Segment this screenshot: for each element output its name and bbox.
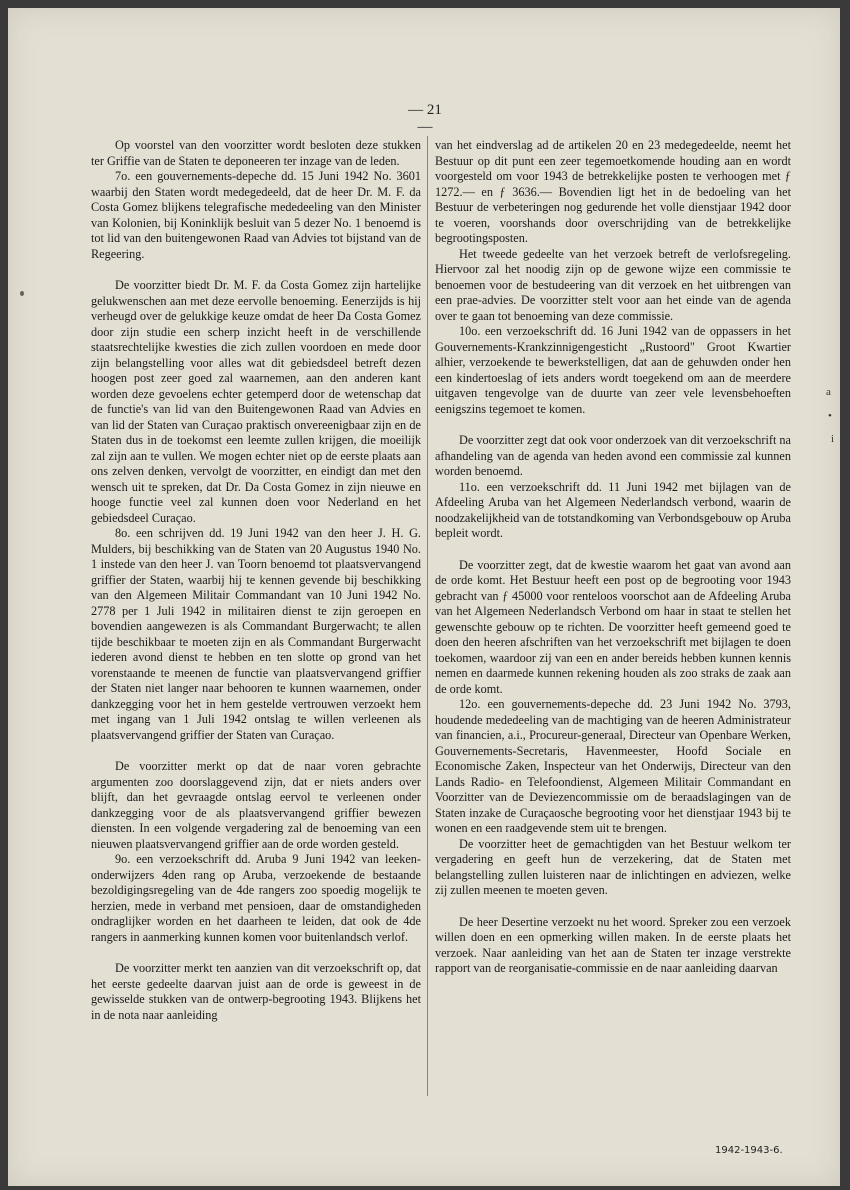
- page-number: — 21 —: [408, 102, 442, 135]
- paragraph: De voorzitter zegt dat ook voor onderzoek van dit verzoekschrift na afhandeling van de agenda van heden avond een commissie zal kunnen worden benoemd.: [435, 433, 791, 478]
- column-divider: [427, 136, 428, 1096]
- paragraph: Het tweede gedeelte van het verzoek betreft de verlofsregeling. Hiervoor zal het noodig zijn op de gewone wijze een commissie te benoemen voor de bestudeering van dit verzoek en het uitbrengen van een prae-advies. De voorzitter stelt voor aan het einde van de agenda over te gaan tot benoeming van deze commissie.: [435, 246, 791, 323]
- paragraph: 12o. een gouvernements-depeche dd. 23 Juni 1942 No. 3793, houdende mededeeling van de machtiging van de heeren Administrateur van financien, a.i., Procureur-generaal, Directeur van Openbare Werken, Gouvernements-Secretaris, Havenmeester, Hoofd Sociale en Economische Zaken, Inspecteur van het Onderwijs, Directeur van den Lands Radio- en Telefoondienst, Algemeen Militair Commandant en Voorzitter van de Deviezencommissie om de beraadslagingen van de Staten inzake de Curaçaosche begrooting voor het dienstjaar 1943 bij te wonen en een raadgevende stem uit te brengen.: [435, 697, 791, 835]
- paragraph: van het eindverslag ad de artikelen 20 en 23 medegedeelde, neemt het Bestuur op dit punt een zeer tegemoetkomende houding aan en wordt voorgesteld om voor 1943 de betrekkelijke posten te verhoogen met ƒ 1272.— en ƒ 3636.— Bovendien ligt het in de bedoeling van het Bestuur de verbeteringen nog gedurende het volle dienstjaar 1942 door te voeren, voorshands door overschrijding van de betrekkelijke begrootingsposten.: [435, 138, 791, 245]
- paragraph: De voorzitter merkt ten aanzien van dit verzoekschrift op, dat het eerste gedeelte daarvan juist aan de orde is geweest in de gewisselde stukken van de ontwerp-begrooting 1943. Blijkens het in de nota naar aanleiding: [91, 961, 421, 1022]
- paragraph: 9o. een verzoekschrift dd. Aruba 9 Juni 1942 van leeken-onderwijzers 4den rang op Aruba, verzoekende de bestaande bezoldigingsregeling van de 4de rangers zoo spoedig mogelijk te herzien, mede in verband met pensioen, daar de omstandigheden ondraglijker worden en het daarheen te leiden, dat ook de 4de rangers in aanmerking kunnen komen voor buitenlandsch verlof.: [91, 852, 421, 944]
- left-column: [91, 138, 421, 1023]
- footer-archive-code: 1942-1943-6.: [715, 1145, 783, 1156]
- paragraph: De voorzitter heet de gemachtigden van het Bestuur welkom ter vergadering en geeft hun de verzekering, dat de Staten met belangstelling zullen luisteren naar de inlichtingen en adviezen, welke zij zullen meenen te moeten geven.: [435, 836, 791, 897]
- margin-mark: •: [828, 410, 832, 422]
- document-page: [8, 8, 840, 1186]
- paragraph: 7o. een gouvernements-depeche dd. 15 Juni 1942 No. 3601 waarbij den Staten wordt medegedeeld, dat de heer Dr. M. F. da Costa Gomez blijkens telegrafische mededeeling van den Minister van Kolonien, bij Koninklijk besluit van 5 dezer No. 1 benoemd is tot lid van den buitengewonen Raad van Advies tot bijstand van de Regeering.: [91, 169, 421, 261]
- paragraph: De voorzitter biedt Dr. M. F. da Costa Gomez zijn hartelijke gelukwenschen aan met deze eervolle benoeming. Eenerzijds is hij verheugd over de gelukkige keuze omdat de heer Da Costa Gomez door zijn studie een scherp inzicht heeft in de verschillende staatsrechtelijke kwesties die zich zullen voordoen en mede door zijn belangstelling voor alles wat dit gebiedsdeel betreft dezen hoogen post zeer goed zal waarnemen, aan den anderen kant worden deze gevoelens echter getemperd door de wetenschap dat de functie's van lid van den Buitengewonen Raad van Advies en van lid der Staten van Curaçao praktisch onvereenigbaar zijn en de Staten dus in de toekomst een leemte zullen krijgen, die moeilijk zal zijn aan te vullen. We mogen echter niet op de eerste plaats aan ons zelven denken, vervolgt de voorzitter, en eindigt dan met den wensch uit te spreken, dat Dr. Da Costa Gomez in zijn nieuwe en hooge functie veel zal kunnen doen voor Nederland en het gebiedsdeel Curaçao.: [91, 278, 421, 525]
- margin-hole-mark: [20, 291, 24, 296]
- paragraph: De heer Desertine verzoekt nu het woord. Spreker zou een verzoek willen doen en een opmerking willen maken. In de eerste plaats het verzoek. Naar aanleiding van het aan de Staten ter inzage verstrekte rapport van de reorganisatie-commissie en de naar aanleiding daarvan: [435, 914, 791, 975]
- paragraph: 11o. een verzoekschrift dd. 11 Juni 1942 met bijlagen van de Afdeeling Aruba van het Algemeen Nederlandsch verbond, waarin de noodzakelijkheid van de totstandkoming van Verbondsgebouw op Aruba bepleit wordt.: [435, 479, 791, 540]
- margin-mark: i: [831, 433, 835, 445]
- paragraph: 8o. een schrijven dd. 19 Juni 1942 van den heer J. H. G. Mulders, bij beschikking van de Staten van 20 Augustus 1940 No. 1 instede van den heer J. van Toorn benoemd tot plaatsvervangend griffier der Staten, waarbij hij te kennen gevende bij beschikking van den Algemeen Militair Commandant van 10 Juni 1942 No. 2778 per 1 Juli 1942 in militairen dienst te zijn geroepen en bovendien aangewezen is als Commandant Burgerwacht; te allen tijde beschikbaar te moeten zijn en als Commandant Burgerwacht iederen avond dienst te hebben en ten slotte op grond van het vorenstaande te meenen de functie van plaatsvervangend griffier der Staten niet langer naar behooren te kunnen waarnemen, onder dankzegging voor het in hem gestelde vertrouwen verzoekt hem met ingang van 1 Juli 1942 ontslag te willen verleenen als plaatsvervangend griffier der Staten van Curaçao.: [91, 526, 421, 742]
- paragraph: De voorzitter merkt op dat de naar voren gebrachte argumenten zoo doorslaggevend zijn, dat er niets anders over blijft, dan het gevraagde ontslag eervol te verleenen onder dankzegging voor de als plaatsvervangend griffier bewezen diensten. In een volgende vergadering zal de benoeming van een nieuwen plaatsvervangend griffier aan de orde worden gesteld.: [91, 759, 421, 851]
- paragraph: Op voorstel van den voorzitter wordt besloten deze stukken ter Griffie van de Staten te deponeeren ter inzage van de leden.: [91, 138, 421, 168]
- right-column: [435, 138, 791, 977]
- margin-mark: a: [826, 386, 831, 398]
- paragraph: 10o. een verzoekschrift dd. 16 Juni 1942 van de oppassers in het Gouvernements-Krankzinnigengesticht „Rustoord" Groot Kwartier alhier, verzoekende te bewerkstelligen, dat aan de gehuwden onder hen een kindertoeslag of iets anders wordt toegekend om aan de meerdere uitgaven tengevolge van de duurte van zeer vele levensbehoeften eenigszins tegemoet te komen.: [435, 324, 791, 416]
- paragraph: De voorzitter zegt, dat de kwestie waarom het gaat van avond aan de orde komt. Het Bestuur heeft een post op de begrooting voor 1943 gebracht van ƒ 45000 voor renteloos voorschot aan de Afdeeling Aruba van het Algemeen Nederlandsch Verbond om haar in staat te stellen het gewenschte gebouw op te richten. De voorzitter heeft gemeend goed te doen den heeren afschriften van het verzoekschrift met bijlagen te doen toekomen, waardoor zij van een en ander bereids hebben kunnen kennis nemen en daarmede kunnen rekening houden als zoo straks de zaak aan de orde komt.: [435, 557, 791, 696]
